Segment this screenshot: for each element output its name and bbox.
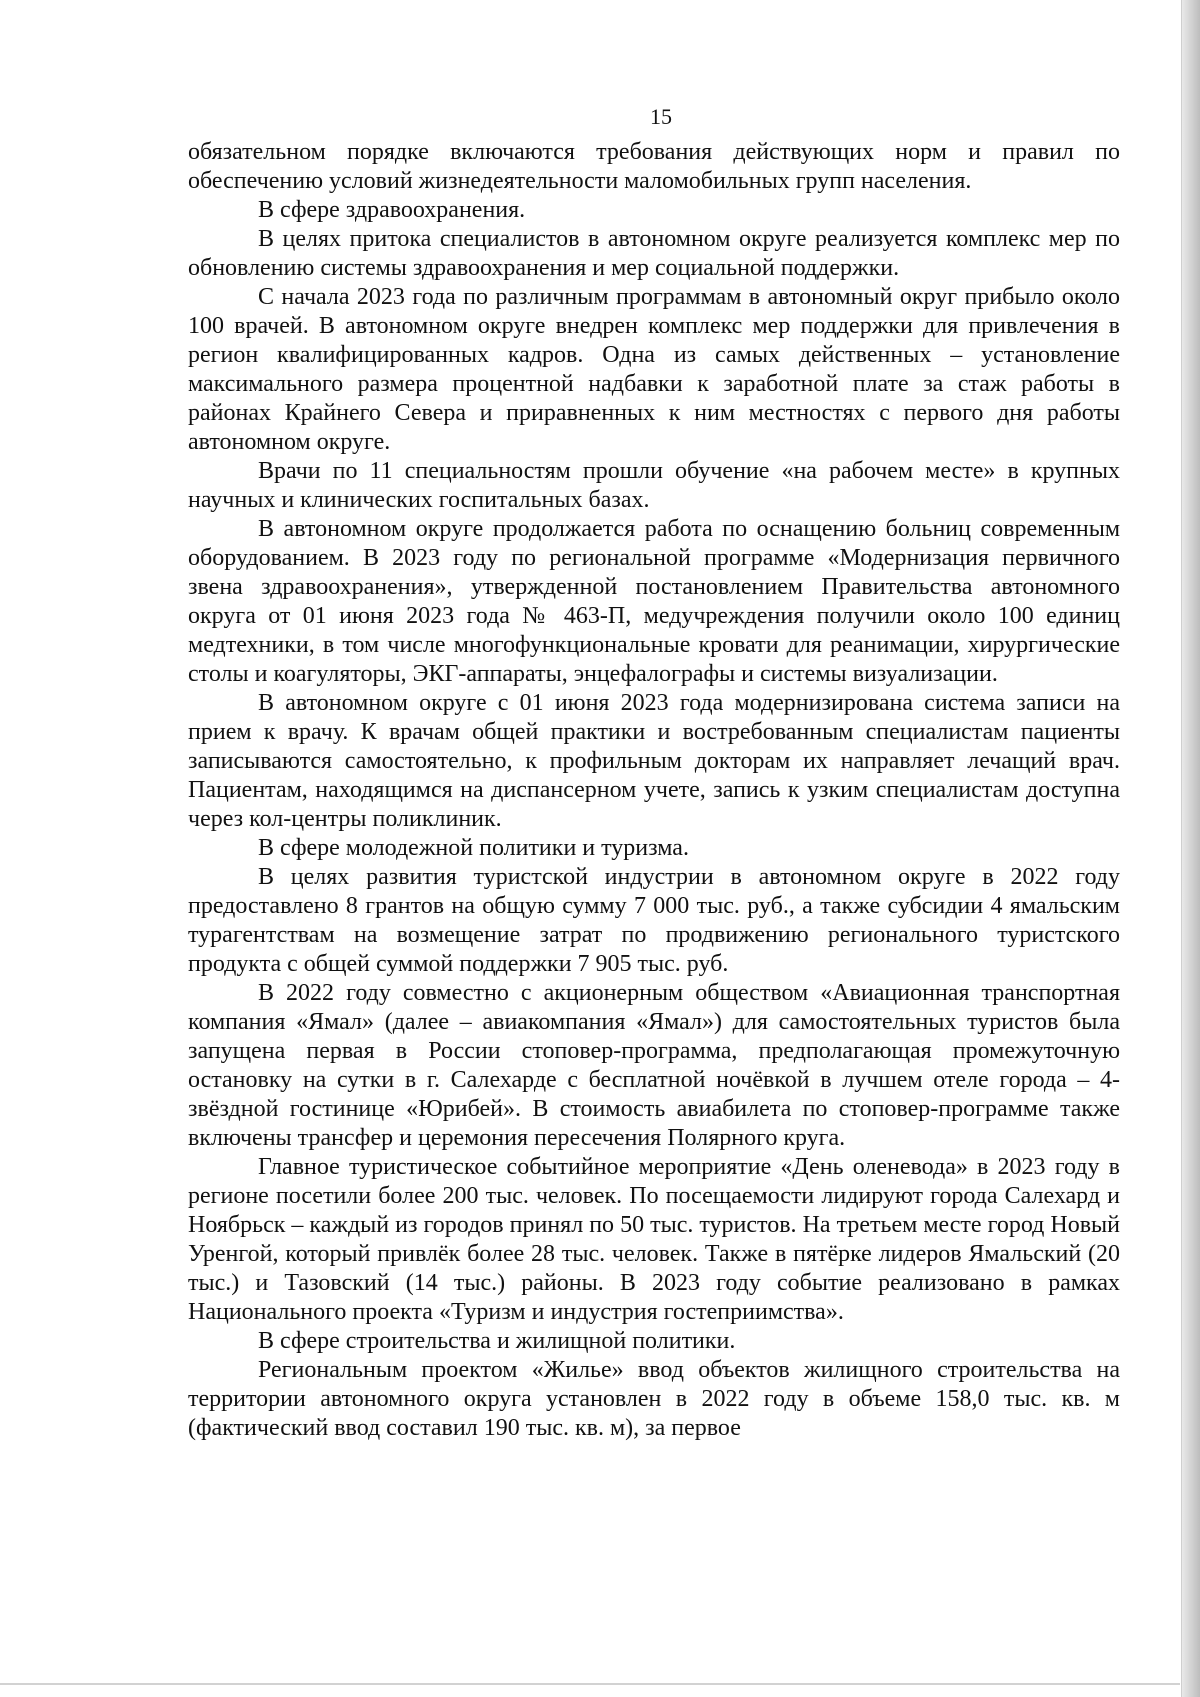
paragraph-8: В сфере молодежной политики и туризма.	[258, 835, 689, 861]
paragraph-2: В сфере здравоохранения.	[258, 197, 526, 223]
scan-edge-shadow	[1182, 0, 1200, 1697]
paragraph-5: Врачи по 11 специальностям прошли обучение «на рабочем месте» в крупных научных и клинических госпитальных базах.	[188, 458, 1120, 513]
paragraph-1: обязательном порядке включаются требования действующих норм и правил по обеспечению условий жизнедеятельности маломобильных групп населения.	[188, 139, 1120, 194]
scan-bottom-line	[0, 1683, 1180, 1685]
paragraph-4: С начала 2023 года по различным программам в автономный округ прибыло около 100 врачей. В автономном округе внедрен комплекс мер поддержки для привлечения в регион квалифицированных кадров. Одна из самых действенных – установление максимального размера процентной надбавки к заработной плате за стаж работы в районах Крайнего Севера и приравненных к ним местностях с первого дня работы автономном округе.	[188, 284, 1120, 455]
paragraph-11: Главное туристическое событийное мероприятие «День оленевода» в 2023 году в регионе посетили более 200 тыс. человек. По посещаемости лидируют города Салехард и Ноябрьск – каждый из городов принял по 50 тыс. туристов. На третьем месте город Новый Уренгой, который привлёк более 28 тыс. человек. Также в пятёрке лидеров Ямальский (20 тыс.) и Тазовский (14 тыс.) районы. В 2023 году событие реализовано в рамках Национального проекта «Туризм и индустрия гостеприимства».	[188, 1154, 1120, 1325]
paragraph-6: В автономном округе продолжается работа по оснащению больниц современным оборудованием. В 2023 году по региональной программе «Модернизация первичного звена здравоохранения», утвержденной постановлением Правительства автономного округа от 01 июня 2023 года № 463-П, медучреждения получили около 100 единиц медтехники, в том числе многофункциональные кровати для реанимации, хирургические столы и коагуляторы, ЭКГ-аппараты, энцефалографы и системы визуализации.	[188, 516, 1120, 687]
paragraph-13: Региональным проектом «Жилье» ввод объектов жилищного строительства на территории автономного округа установлен в 2022 году в объеме 158,0 тыс. кв. м (фактический ввод составил 190 тыс. кв. м), за первое	[188, 1357, 1120, 1441]
paragraph-3: В целях притока специалистов в автономном округе реализуется комплекс мер по обновлению системы здравоохранения и мер социальной поддержки.	[188, 226, 1120, 281]
document-page	[188, 100, 1120, 1443]
paragraph-12: В сфере строительства и жилищной политики.	[258, 1328, 736, 1354]
paragraph-10: В 2022 году совместно с акционерным обществом «Авиационная транспортная компания «Ямал» (далее – авиакомпания «Ямал») для самостоятельных туристов была запущена первая в России стоповер-программа, предполагающая промежуточную остановку на сутки в г. Салехарде с бесплатной ночёвкой в лучшем отеле города – 4-звёздной гостинице «Юрибей». В стоимость авиабилета по стоповер-программе также включены трансфер и церемония пересечения Полярного круга.	[188, 980, 1120, 1151]
paragraph-7: В автономном округе с 01 июня 2023 года модернизирована система записи на прием к врачу. К врачам общей практики и востребованным специалистам пациенты записываются самостоятельно, к профильным докторам их направляет лечащий врач. Пациентам, находящимся на диспансерном учете, запись к узким специалистам доступна через кол-центры поликлиник.	[188, 690, 1120, 832]
paragraph-9: В целях развития туристской индустрии в автономном округе в 2022 году предоставлено 8 грантов на общую сумму 7 000 тыс. руб., а также субсидии 4 ямальским турагентствам на возмещение затрат по продвижению регионального туристского продукта с общей суммой поддержки 7 905 тыс. руб.	[188, 864, 1120, 977]
page-number: 15	[650, 104, 672, 129]
